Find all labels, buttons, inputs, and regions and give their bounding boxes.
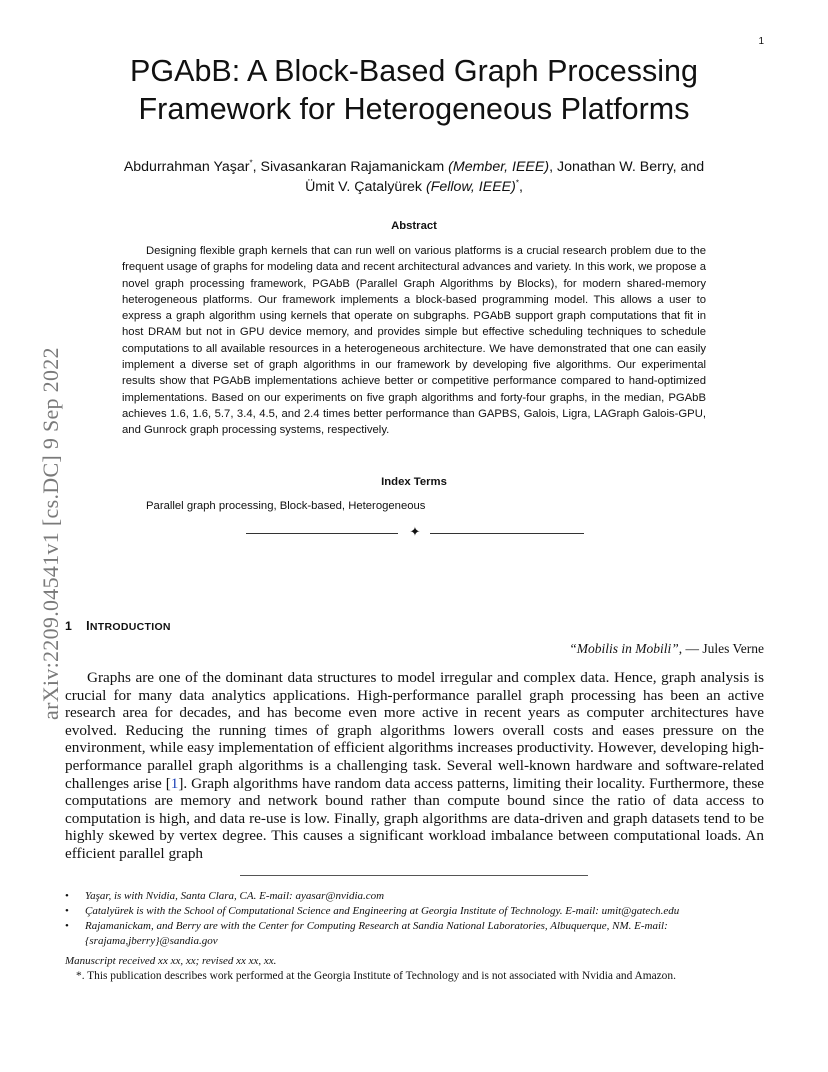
intro-text-part-1: Graphs are one of the dominant data structures to model irregular and complex data. Hence, graph analysis is crucial for many data analytics applications. High-performance parallel graph processing has been an active research area for decades, and has become even more active in recent years as computer architectures have evolved. Reducing the running times of graph algorithms lowers overall costs and eases pressure on the environment, while easy implementation of efficient algorithms increases productivity. However, developing high-performance parallel graph algorithms is a challenging task. Several well-known hardware and software-related challenges arise [ [65,669,764,792]
arxiv-side-stamp: arXiv:2209.04541v1 [cs.DC] 9 Sep 2022 [38,347,63,720]
abstract-text: Designing flexible graph kernels that can run well on various platforms is a crucial research problem due to the frequent usage of graphs for modeling data and recent architectural advances and variety. In this work, we propose a novel graph processing framework, PGAbB (Parallel Graph Algorithms by Blocks), for modern shared-memory heterogeneous platforms. Our framework implements a block-based programming model. This allows a user to express a graph algorithm using kernels that operate on subgraphs. PGAbB support graph computations that fit in host DRAM but not in GPU device memory, and provides simple but effective scheduling techniques to schedule computations to all available resources in a heterogeneous architecture. We have demonstrated that one can easily implement a diverse set of graph algorithms in our framework by developing five algorithms. Our experimental results show that PGAbB implementations achieve better or competitive performance compared to hand-optimized implementations. Based on our experiments on five graph algorithms and forty-four graphs, in the median, PGAbB achieves 1.6, 1.6, 5.7, 3.4, 4.5, and 2.4 times better performance than GAPBS, Galois, Ligra, LAGraph Galois-GPU, and Gunrock graph processing systems, respectively. [122,245,706,437]
footnote-divider [240,875,588,876]
author-trail: , [518,179,523,195]
author-catalyurek: Ümit V. Çatalyürek [305,179,426,195]
section-separator [246,526,584,540]
page-number: 1 [758,36,764,47]
affiliation-footnotes [65,889,765,949]
section-heading-introduction [65,619,171,633]
index-terms-heading: Index Terms [381,476,447,488]
author-rajamanickam: , Sivasankaran Rajamanickam [252,159,449,175]
authors-line-1 [70,157,758,177]
authors-line-2 [70,177,758,197]
publication-note: *. This publication describes work performed at the Georgia Institute of Technology and is not associated with Nvidia and Amazon. [76,970,676,982]
author-berry: , Jonathan W. Berry, and [549,159,705,175]
epigraph-author: , — Jules Verne [678,641,764,656]
section-number: 1 [65,619,73,633]
bullet-icon: • [65,890,69,902]
title-line-2: Framework for Heterogeneous Platforms [138,92,690,126]
author-mark: * [515,178,519,188]
manuscript-received: Manuscript received xx xx, xx; revised xx xx, xx. [65,955,277,967]
epigraph-quote: “Mobilis in Mobili” [569,641,679,656]
section-title-initial: I [86,619,90,633]
separator-rule-right [430,533,584,534]
author-role: (Member, IEEE) [448,159,550,175]
epigraph [569,641,764,657]
index-terms-text: Parallel graph processing, Block-based, Heterogeneous [146,500,426,512]
abstract-heading: Abstract [391,220,437,232]
title-line-1: PGAbB: A Block-Based Graph Processing [130,54,698,88]
author-list [70,157,758,197]
author-yasar: Abdurrahman Yaşar [123,159,250,175]
diamond-ornament-icon: ✦ [409,525,421,540]
citation-link[interactable]: 1 [170,774,179,792]
author-role: (Fellow, IEEE) [425,179,516,195]
author-mark: * [249,158,253,168]
section-title-rest: NTRODUCTION [89,621,171,633]
affiliation-text: Çatalyürek is with the School of Computational Science and Engineering at Georgia Institute of Technology. E-mail: umit@gatech.edu [85,905,680,917]
bullet-icon: • [65,905,69,917]
separator-rule-left [246,533,398,534]
affiliation-item [65,889,765,904]
affiliation-text: Yaşar, is with Nvidia, Santa Clara, CA. E-mail: ayasar@nvidia.com [85,890,385,902]
intro-text-part-2: ]. Graph algorithms have random data access patterns, limiting their locality. Furthermore, these computations are memory and network bound rather than compute bound since the ratio of data access to computation is high, and data re-use is low. Finally, graph algorithms are data-driven and graph datasets tend to be highly skewed by vertex degree. This causes a significant workload imbalance between computational loads. An efficient parallel graph [65,774,764,862]
affiliation-item [65,904,765,919]
affiliation-item [65,919,765,949]
affiliation-text: Rajamanickam, and Berry are with the Center for Computing Research at Sandia National Laboratories, Albuquerque, NM. E-mail: {srajama,jberry}@sandia.gov [85,920,668,947]
paper-title [80,52,748,128]
introduction-paragraph [65,669,764,863]
bullet-icon: • [65,920,69,932]
